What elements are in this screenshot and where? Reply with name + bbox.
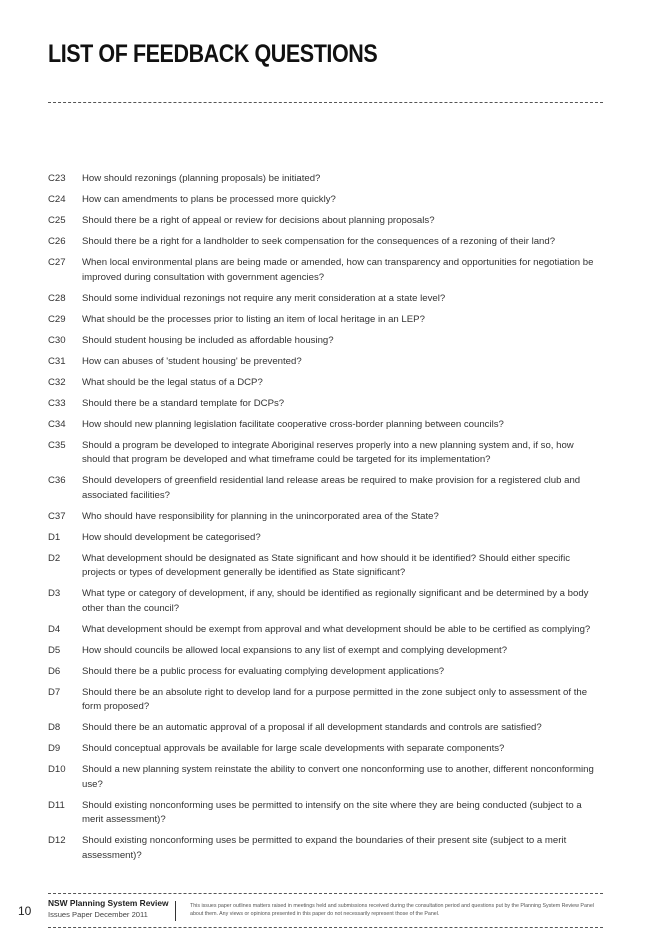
question-item: [48, 644, 604, 659]
question-code: D11: [48, 799, 65, 811]
question-text: Should student housing be included as affordable housing?: [82, 334, 334, 346]
question-item: [48, 510, 604, 525]
question-item: [48, 742, 604, 757]
question-code: C24: [48, 194, 66, 205]
question-code: C34: [48, 418, 66, 430]
question-item: [48, 439, 604, 468]
question-text: Should there be a right of appeal or review for decisions about planning proposals?: [82, 215, 435, 226]
question-text: Should there be a standard template for DCPs?: [82, 397, 285, 409]
question-text: Should a program be developed to integrate Aboriginal reserves properly into a new planning system and, if so, how should that program be developed and what timeframe could be targeted for its implementation?: [82, 439, 574, 465]
question-code: D12: [48, 835, 66, 846]
question-text: What development should be designated as State significant and how should it be identified? Should either specific projects or types of development generally be identified as State significant?: [82, 552, 570, 578]
footer-separator: [175, 901, 176, 921]
question-item: [48, 834, 604, 863]
question-item: [48, 235, 604, 250]
question-text: Should conceptual approvals be available for large scale developments with separate components?: [82, 743, 505, 754]
question-code: C28: [48, 292, 66, 304]
question-item: [48, 256, 604, 285]
question-item: [48, 193, 604, 208]
question-text: Should there be an automatic approval of a proposal if all development standards and controls are satisfied?: [82, 722, 542, 733]
title-divider: [48, 102, 603, 103]
footer-bottom-divider: [48, 927, 603, 928]
question-code: D3: [48, 588, 61, 599]
question-text: Should existing nonconforming uses be permitted to intensify on the site where they are being conducted (subject to a merit assessment)?: [82, 799, 582, 825]
question-text: How can amendments to plans be processed more quickly?: [82, 194, 336, 205]
question-text: How should councils be allowed local expansions to any list of exempt and complying development?: [82, 644, 508, 656]
page-title: LIST OF FEEDBACK QUESTIONS: [48, 40, 378, 68]
question-code: C29: [48, 313, 66, 325]
question-code: C27: [48, 257, 66, 268]
question-item: [48, 763, 604, 792]
question-text: What should be the processes prior to listing an item of local heritage in an LEP?: [82, 313, 425, 325]
question-text: How can abuses of 'student housing' be prevented?: [82, 355, 302, 367]
question-code: D4: [48, 623, 61, 635]
question-code: D10: [48, 764, 66, 775]
question-item: [48, 686, 604, 715]
question-code: D2: [48, 552, 61, 564]
question-text: Should there be an absolute right to develop land for a purpose permitted in the zone subject only to assessment of the form proposed?: [82, 686, 588, 712]
question-text: Should there be a right for a landholder to seek compensation for the consequences of a rezoning of their land?: [82, 236, 556, 247]
question-item: [48, 376, 604, 391]
question-item: [48, 334, 604, 349]
question-code: D1: [48, 531, 61, 543]
question-item: [48, 313, 604, 328]
question-item: [48, 799, 604, 828]
question-item: [48, 721, 604, 736]
question-item: [48, 172, 604, 187]
question-text: Who should have responsibility for planning in the unincorporated area of the State?: [82, 510, 439, 522]
question-code: C25: [48, 215, 66, 226]
question-item: [48, 552, 604, 581]
question-code: D7: [48, 686, 61, 698]
question-code: D6: [48, 665, 61, 677]
footer-publication: [48, 898, 173, 920]
question-text: What type or category of development, if any, should be identified as regionally significant and be determined by a body other than the council?: [82, 588, 589, 614]
footer-subtitle: Issues Paper December 2011: [48, 910, 148, 919]
question-text: Should developers of greenfield residential land release areas be required to make provision for a registered club and associated facilities?: [82, 475, 581, 501]
question-item: [48, 355, 604, 370]
question-code: C36: [48, 475, 66, 486]
question-code: C26: [48, 236, 66, 247]
footer-title: NSW Planning System Review: [48, 898, 169, 908]
question-item: [48, 397, 604, 412]
question-code: C30: [48, 334, 66, 346]
question-text: Should existing nonconforming uses be permitted to expand the boundaries of their present site (subject to a merit assessment)?: [82, 835, 567, 861]
question-text: How should new planning legislation facilitate cooperative cross-border planning between councils?: [82, 418, 504, 430]
question-text: Should there be a public process for evaluating complying development applications?: [82, 665, 445, 677]
question-item: [48, 623, 604, 638]
question-code: C35: [48, 439, 66, 451]
question-code: C23: [48, 173, 66, 184]
question-list: [48, 172, 604, 870]
question-code: D9: [48, 743, 61, 754]
question-code: D8: [48, 722, 61, 733]
question-text: Should a new planning system reinstate the ability to convert one nonconforming use to another, different nonconforming use?: [82, 764, 594, 790]
question-text: What development should be exempt from approval and what development should be able to be certified as complying?: [82, 623, 591, 635]
question-item: [48, 292, 604, 307]
question-code: C33: [48, 397, 66, 409]
question-item: [48, 418, 604, 433]
question-text: When local environmental plans are being made or amended, how can transparency and opportunities for negotiation be improved during consultation with government agencies?: [82, 257, 594, 283]
question-text: What should be the legal status of a DCP?: [82, 376, 263, 388]
footer-top-divider: [48, 893, 603, 894]
question-item: [48, 214, 604, 229]
page-number: 10: [18, 904, 32, 918]
question-text: How should rezonings (planning proposals) be initiated?: [82, 173, 321, 184]
question-text: How should development be categorised?: [82, 531, 261, 543]
question-text: Should some individual rezonings not require any merit consideration at a state level?: [82, 292, 446, 304]
question-code: C32: [48, 376, 66, 388]
question-code: D5: [48, 644, 61, 656]
footer-disclaimer: This issues paper outlines matters raised in meetings held and submissions received during the consultation period and questions put by the Planning System Review Panel about them. Any views or opinions presented in this paper do not necessarily represent those of the Panel.: [190, 903, 594, 917]
question-code: C37: [48, 510, 66, 522]
question-item: [48, 587, 604, 616]
question-item: [48, 474, 604, 503]
question-item: [48, 665, 604, 680]
question-item: [48, 531, 604, 546]
question-code: C31: [48, 355, 66, 367]
